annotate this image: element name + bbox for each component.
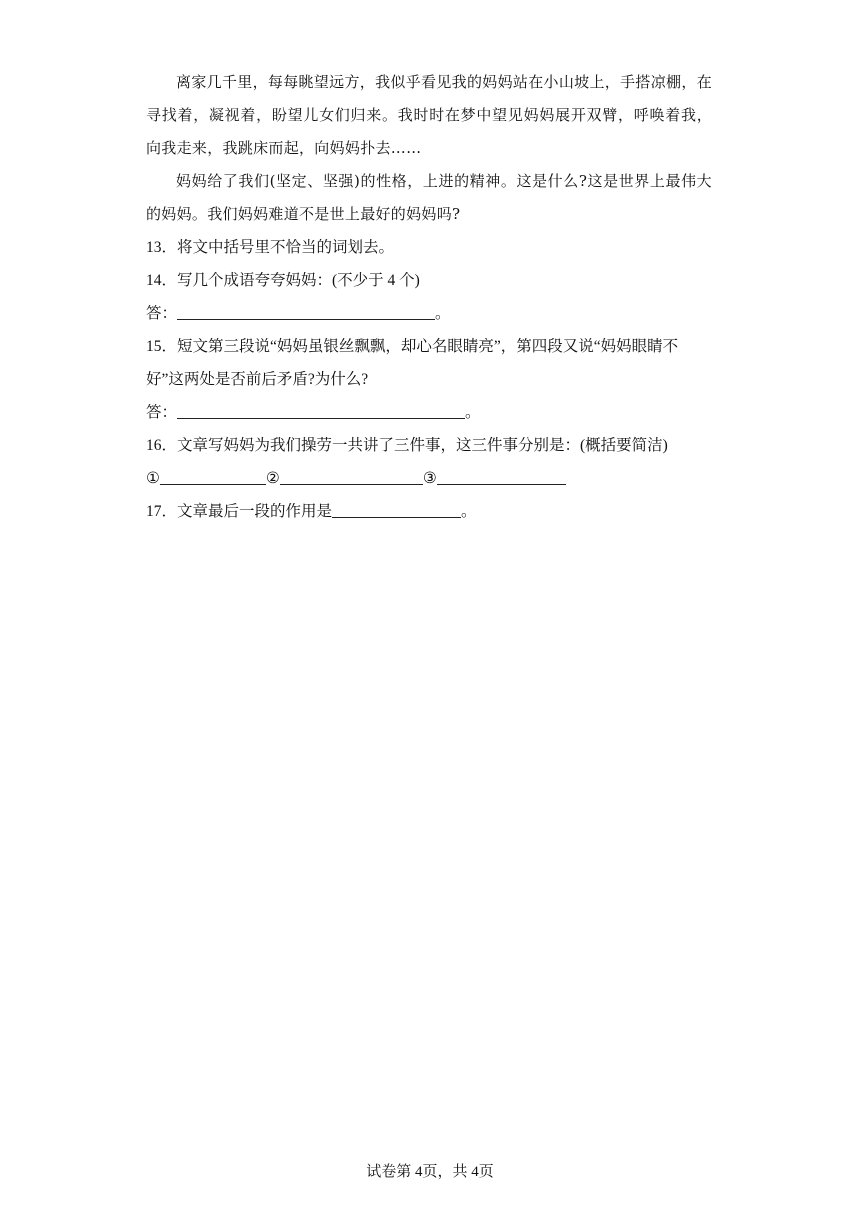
question-13: 13．将文中括号里不恰当的词划去。 [146,239,395,256]
answer-suffix: 。 [435,305,451,322]
question-17-suffix: 。 [461,503,477,520]
passage-paragraph-1: 离家几千里，每每眺望远方，我似乎看见我的妈妈站在小山坡上，手搭凉棚，在寻找着，凝视着，盼望儿女们归来。我时时在梦中望见妈妈展开双臂，呼唤着我，向我走来，我跳床而起，向妈妈扑去…… [146,73,712,157]
question-17-text: 17．文章最后一段的作用是 [146,503,333,520]
answer-suffix: 。 [465,404,481,421]
question-15-answer [146,396,712,429]
circled-number-1: ① [146,470,160,487]
circled-number-2: ② [265,470,280,487]
question-17 [146,495,712,528]
question-16: 16．文章写妈妈为我们操劳一共讲了三件事，这三件事分别是：(概括要简洁) [146,437,668,454]
page-content [146,66,712,528]
question-15: 15．短文第三段说“妈妈虽银丝飘飘，却心名眼睛亮”，第四段又说“妈妈眼睛不好”这两处是否前后矛盾?为什么? [146,338,679,388]
passage-paragraph-2: 妈妈给了我们(坚定、坚强)的性格，上进的精神。这是什么?这是世界上最伟大的妈妈。我们妈妈难道不是世上最好的妈妈吗? [146,172,712,223]
answer-blank-q16-2[interactable] [280,468,423,485]
answer-blank-q14[interactable] [177,303,435,320]
circled-number-3: ③ [422,470,437,487]
answer-blank-q16-1[interactable] [160,468,266,485]
question-16-answers [146,462,712,495]
question-14: 14．写几个成语夸夸妈妈：(不少于 4 个) [146,272,420,289]
answer-blank-q15[interactable] [177,402,465,419]
question-14-answer [146,297,712,330]
answer-blank-q17[interactable] [332,501,461,518]
answer-blank-q16-3[interactable] [437,468,566,485]
answer-prefix: 答： [146,305,178,322]
page-footer: 试卷第 4页，共 4页 [366,1164,494,1180]
answer-prefix: 答： [146,404,178,421]
